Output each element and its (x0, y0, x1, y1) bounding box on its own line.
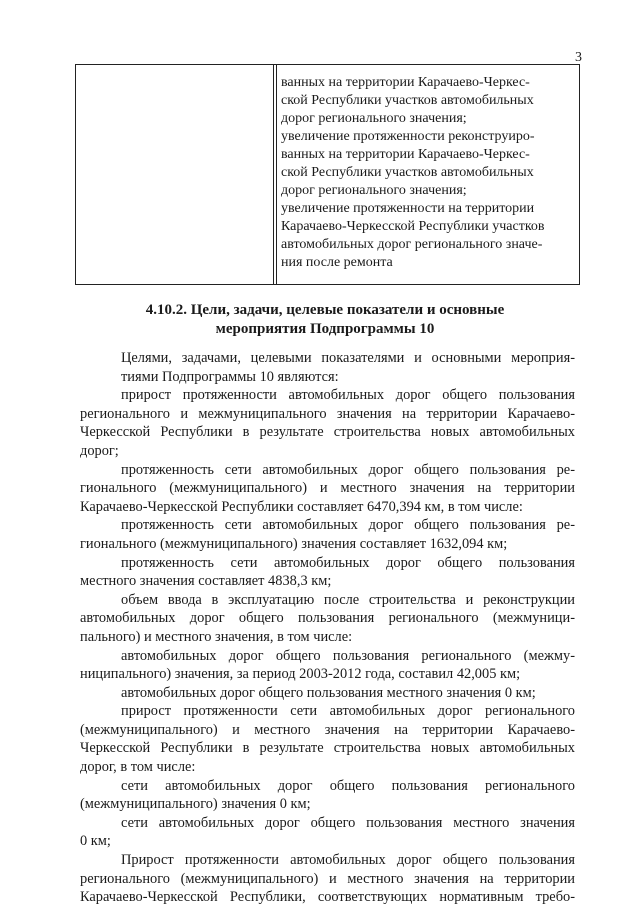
section-heading (80, 301, 570, 339)
paragraph-line: автомобильных дорог общего пользования местного значения 0 км; (121, 684, 536, 701)
paragraph-line: регионального (межмуниципального) и местного значения на территории (80, 870, 575, 887)
paragraph-line: сети автомобильных дорог общего пользования регионального (121, 777, 575, 794)
paragraph-line: (межмуниципального) значения 0 км; (80, 796, 311, 813)
paragraph-line: Прирост протяженности автомобильных дорог общего пользования (121, 852, 575, 869)
paragraph-line: тиями Подпрограммы 10 являются: (121, 368, 339, 385)
paragraph-line: гионального (межмуниципального) значения составляет 1632,094 км; (80, 535, 508, 552)
section-heading-line: 4.10.2. Цели, задачи, целевые показатели и основные (145, 302, 505, 318)
table-cell-line: увеличение протяженности на территории (281, 201, 535, 216)
table-cell-line: увеличение протяженности реконструиро- (281, 129, 535, 144)
table-cell-text (281, 74, 573, 272)
paragraph-line: местного значения составляет 4838,3 км; (80, 573, 332, 590)
paragraph-line: сети автомобильных дорог общего пользования местного значения (121, 814, 575, 831)
table-cell-line: дорог регионального значения; (281, 183, 467, 198)
section-heading-line: мероприятия Подпрограммы 10 (215, 321, 435, 337)
paragraph-line: прирост протяженности автомобильных дорог общего пользования (121, 387, 575, 404)
paragraph-line: автомобильных дорог общего пользования регионального (межмуници- (80, 610, 575, 627)
paragraph-line: объем ввода в эксплуатацию после строительства и реконструкции (121, 591, 575, 608)
paragraph-line: прирост протяженности сети автомобильных дорог регионального (121, 703, 575, 720)
paragraph-line: гионального (межмуниципального) и местного значения на территории (80, 480, 575, 497)
paragraph-line: Целями, задачами, целевыми показателями и основными мероприя- (121, 350, 575, 366)
table-cell-line: Карачаево-Черкесской Республики участков (281, 219, 545, 234)
paragraph-line: Черкесской Республики в результате строительства новых автомобильных (80, 740, 575, 757)
paragraph-line: дорог, в том числе: (80, 759, 196, 776)
paragraph-line: ниципального) значения, за период 2003-2012 года, составил 42,005 км; (80, 666, 521, 683)
table-column-divider-double (276, 65, 277, 284)
paragraph-line: (межмуниципального) и местного значения на территории Карачаево- (80, 721, 575, 738)
paragraph-line: автомобильных дорог общего пользования регионального (межму- (121, 647, 575, 664)
table-column-divider (273, 65, 274, 284)
paragraph-line: Карачаево-Черкесской Республики составляет 6470,394 км, в том числе: (80, 498, 523, 515)
paragraph-line: протяженность сети автомобильных дорог общего пользования ре- (121, 461, 575, 478)
body-text (80, 349, 575, 907)
continuation-table (75, 64, 580, 285)
paragraph-line: 0 км; (80, 833, 111, 850)
paragraph-line: Черкесской Республики в результате строительства новых автомобильных (80, 424, 575, 441)
table-cell-line: автомобильных дорог регионального значе- (281, 237, 543, 252)
table-cell-line: ванных на территории Карачаево-Черкес- (281, 147, 530, 162)
table-cell-line: дорог регионального значения; (281, 111, 467, 126)
paragraph-line: протяженность сети автомобильных дорог общего пользования (121, 554, 575, 571)
table-cell-line: ской Республики участков автомобильных (281, 93, 534, 108)
table-cell-line: ния после ремонта (281, 255, 393, 270)
table-cell-line: ванных на территории Карачаево-Черкес- (281, 75, 530, 90)
paragraph-line: протяженность сети автомобильных дорог общего пользования ре- (121, 517, 575, 534)
page-number: 3 (575, 50, 582, 65)
paragraph-line: дорог; (80, 442, 119, 459)
paragraph-line: Карачаево-Черкесской Республики, соответствующих нормативным требо- (80, 889, 575, 906)
paragraph-line: регионального и межмуниципального значения на территории Карачаево- (80, 405, 575, 422)
table-cell-line: ской Республики участков автомобильных (281, 165, 534, 180)
paragraph-line: пального) и местного значения, в том числе: (80, 628, 353, 645)
